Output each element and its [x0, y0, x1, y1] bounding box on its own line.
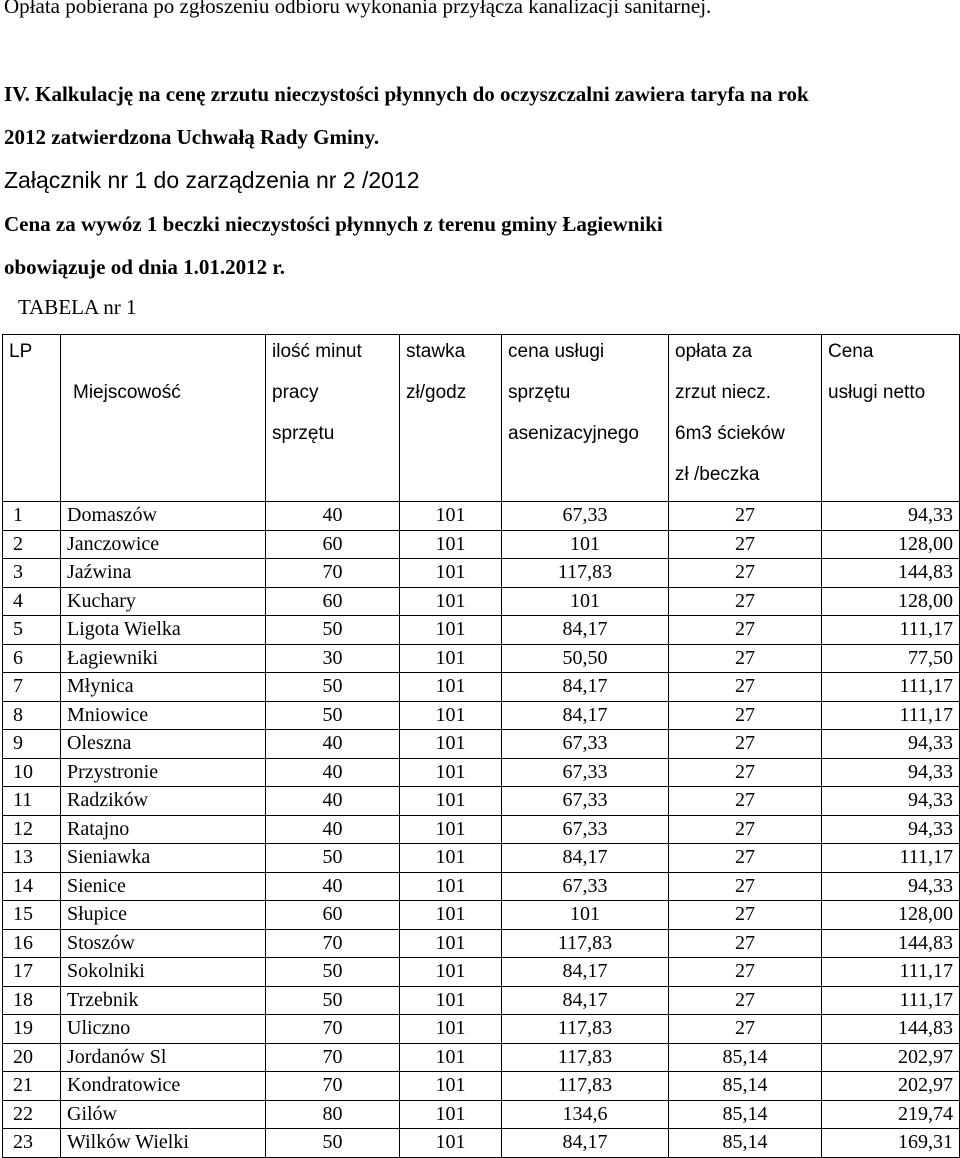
- cell-miejscowosc: Domaszów: [61, 502, 266, 531]
- cell-oplata: 27: [669, 730, 822, 759]
- cell-ilosc-minut: 50: [266, 958, 400, 987]
- header-ilosc-l1: ilość minut: [272, 341, 362, 362]
- table-row: [3, 673, 960, 702]
- cell-cena-uslugi: 67,33: [502, 502, 669, 531]
- cell-stawka: 101: [400, 1043, 502, 1072]
- cell-stawka: 101: [400, 1072, 502, 1101]
- table-row: [3, 502, 960, 531]
- cell-cena-uslugi: 117,83: [502, 929, 669, 958]
- cell-cena-netto: 111,17: [822, 844, 960, 873]
- header-miejscowosc: [61, 335, 266, 502]
- table-row: [3, 758, 960, 787]
- cell-cena-uslugi: 101: [502, 587, 669, 616]
- cell-lp: 3: [3, 559, 61, 588]
- cell-oplata: 27: [669, 787, 822, 816]
- cell-miejscowosc: Sienice: [61, 872, 266, 901]
- cell-lp: 21: [3, 1072, 61, 1101]
- cell-cena-uslugi: 101: [502, 901, 669, 930]
- cell-cena-netto: 94,33: [822, 758, 960, 787]
- cell-oplata: 27: [669, 958, 822, 987]
- cell-lp: 18: [3, 986, 61, 1015]
- cell-oplata: 27: [669, 502, 822, 531]
- cell-cena-netto: 94,33: [822, 730, 960, 759]
- cell-ilosc-minut: 30: [266, 644, 400, 673]
- cell-lp: 17: [3, 958, 61, 987]
- cell-ilosc-minut: 70: [266, 1043, 400, 1072]
- cell-miejscowosc: Słupice: [61, 901, 266, 930]
- cell-lp: 1: [3, 502, 61, 531]
- cell-stawka: 101: [400, 530, 502, 559]
- table-header-row: [3, 335, 960, 502]
- header-cena-l2: usługi netto: [828, 382, 926, 403]
- cell-lp: 13: [3, 844, 61, 873]
- header-stawka-l2: zł/godz: [406, 382, 467, 403]
- table-row: [3, 986, 960, 1015]
- cell-cena-uslugi: 84,17: [502, 673, 669, 702]
- cell-miejscowosc: Przystronie: [61, 758, 266, 787]
- cell-cena-netto: 111,17: [822, 701, 960, 730]
- cell-cena-netto: 111,17: [822, 958, 960, 987]
- cell-oplata: 27: [669, 644, 822, 673]
- cell-oplata: 27: [669, 901, 822, 930]
- cell-stawka: 101: [400, 758, 502, 787]
- cell-lp: 14: [3, 872, 61, 901]
- cell-stawka: 101: [400, 1100, 502, 1129]
- cell-stawka: 101: [400, 1015, 502, 1044]
- table-row: [3, 872, 960, 901]
- cell-cena-netto: 94,33: [822, 502, 960, 531]
- cell-stawka: 101: [400, 559, 502, 588]
- cell-cena-uslugi: 84,17: [502, 844, 669, 873]
- table-row: [3, 1072, 960, 1101]
- cell-stawka: 101: [400, 673, 502, 702]
- cell-lp: 8: [3, 701, 61, 730]
- cell-miejscowosc: Młynica: [61, 673, 266, 702]
- header-cena-uslugi-l2: sprzętu: [508, 382, 571, 403]
- header-unit: zł /beczka: [675, 464, 760, 485]
- cell-lp: 20: [3, 1043, 61, 1072]
- cell-oplata: 27: [669, 530, 822, 559]
- cell-stawka: 101: [400, 1129, 502, 1158]
- cell-stawka: 101: [400, 502, 502, 531]
- cell-oplata: 27: [669, 701, 822, 730]
- table-row: [3, 644, 960, 673]
- cell-cena-netto: 128,00: [822, 530, 960, 559]
- cell-cena-uslugi: 84,17: [502, 616, 669, 645]
- table-row: [3, 901, 960, 930]
- cell-cena-netto: 111,17: [822, 986, 960, 1015]
- cell-cena-netto: 94,33: [822, 872, 960, 901]
- cell-cena-uslugi: 67,33: [502, 815, 669, 844]
- cell-lp: 2: [3, 530, 61, 559]
- cell-oplata: 85,14: [669, 1072, 822, 1101]
- cell-ilosc-minut: 50: [266, 673, 400, 702]
- cell-stawka: 101: [400, 616, 502, 645]
- cell-stawka: 101: [400, 986, 502, 1015]
- table-row: [3, 844, 960, 873]
- cell-stawka: 101: [400, 958, 502, 987]
- header-miejscowosc-label: Miejscowość: [73, 382, 181, 403]
- cell-cena-netto: 144,83: [822, 1015, 960, 1044]
- cell-miejscowosc: Wilków Wielki: [61, 1129, 266, 1158]
- table-row: [3, 929, 960, 958]
- cell-cena-uslugi: 84,17: [502, 986, 669, 1015]
- cell-ilosc-minut: 40: [266, 815, 400, 844]
- cell-stawka: 101: [400, 701, 502, 730]
- cell-stawka: 101: [400, 844, 502, 873]
- cell-cena-uslugi: 67,33: [502, 730, 669, 759]
- cell-ilosc-minut: 50: [266, 1129, 400, 1158]
- header-ilosc-l3: sprzętu: [272, 423, 335, 444]
- table-row: [3, 1043, 960, 1072]
- table-row: [3, 530, 960, 559]
- cell-cena-uslugi: 67,33: [502, 758, 669, 787]
- cell-ilosc-minut: 60: [266, 530, 400, 559]
- header-cena-uslugi-l3: asenizacyjnego: [508, 423, 639, 444]
- header-stawka: [400, 335, 502, 502]
- cell-cena-uslugi: 84,17: [502, 1129, 669, 1158]
- cell-ilosc-minut: 50: [266, 844, 400, 873]
- cell-ilosc-minut: 60: [266, 587, 400, 616]
- cell-cena-netto: 169,31: [822, 1129, 960, 1158]
- cell-miejscowosc: Stoszów: [61, 929, 266, 958]
- cell-oplata: 27: [669, 815, 822, 844]
- doc-effective-date: obowiązuje od dnia 1.01.2012 r.: [4, 255, 286, 279]
- cell-ilosc-minut: 40: [266, 872, 400, 901]
- cell-oplata: 27: [669, 616, 822, 645]
- cell-cena-uslugi: 117,83: [502, 1072, 669, 1101]
- cell-miejscowosc: Janczowice: [61, 530, 266, 559]
- cell-lp: 6: [3, 644, 61, 673]
- header-oplata: [669, 335, 822, 502]
- doc-section-iv-cont: 2012 zatwierdzona Uchwałą Rady Gminy.: [4, 125, 380, 149]
- cell-ilosc-minut: 40: [266, 730, 400, 759]
- cell-oplata: 27: [669, 929, 822, 958]
- cell-lp: 5: [3, 616, 61, 645]
- cell-miejscowosc: Kuchary: [61, 587, 266, 616]
- table-row: [3, 1129, 960, 1158]
- header-oplata-l1: opłata za: [675, 341, 753, 362]
- header-lp: [3, 335, 61, 502]
- cell-miejscowosc: Sieniawka: [61, 844, 266, 873]
- header-ilosc-l2: pracy: [272, 382, 319, 403]
- cell-cena-netto: 77,50: [822, 644, 960, 673]
- cell-miejscowosc: Oleszna: [61, 730, 266, 759]
- cell-cena-netto: 144,83: [822, 559, 960, 588]
- cell-stawka: 101: [400, 787, 502, 816]
- cell-miejscowosc: Ratajno: [61, 815, 266, 844]
- header-oplata-l2: zrzut niecz.: [675, 382, 772, 403]
- cell-oplata: 27: [669, 559, 822, 588]
- table-row: [3, 815, 960, 844]
- cell-lp: 19: [3, 1015, 61, 1044]
- cell-lp: 7: [3, 673, 61, 702]
- cell-lp: 15: [3, 901, 61, 930]
- price-table: [2, 334, 960, 1158]
- cell-cena-uslugi: 134,6: [502, 1100, 669, 1129]
- doc-section-iv: IV. Kalkulację na cenę zrzutu nieczystości płynnych do oczyszczalni zawiera taryfa na rok: [4, 82, 809, 106]
- doc-line-fee-note: Opłata pobierana po zgłoszeniu odbioru wykonania przyłącza kanalizacji sanitarnej.: [4, 0, 712, 18]
- cell-stawka: 101: [400, 901, 502, 930]
- header-lp-label: LP: [9, 341, 33, 362]
- table-row: [3, 701, 960, 730]
- header-oplata-l3: 6m3 ścieków: [675, 423, 785, 444]
- doc-price-title: Cena za wywóz 1 beczki nieczystości płynnych z terenu gminy Łagiewniki: [4, 212, 663, 236]
- cell-oplata: 85,14: [669, 1043, 822, 1072]
- cell-ilosc-minut: 50: [266, 616, 400, 645]
- cell-miejscowosc: Jaźwina: [61, 559, 266, 588]
- header-cena-uslugi-l1: cena usługi: [508, 341, 605, 362]
- cell-miejscowosc: Sokolniki: [61, 958, 266, 987]
- cell-miejscowosc: Ligota Wielka: [61, 616, 266, 645]
- cell-miejscowosc: Radzików: [61, 787, 266, 816]
- cell-cena-netto: 94,33: [822, 815, 960, 844]
- cell-cena-uslugi: 117,83: [502, 559, 669, 588]
- cell-cena-uslugi: 117,83: [502, 1015, 669, 1044]
- cell-miejscowosc: Jordanów Sl: [61, 1043, 266, 1072]
- cell-cena-uslugi: 67,33: [502, 872, 669, 901]
- header-cena-l1: Cena: [828, 341, 874, 362]
- cell-oplata: 27: [669, 673, 822, 702]
- cell-cena-netto: 144,83: [822, 929, 960, 958]
- doc-attachment-title: Załącznik nr 1 do zarządzenia nr 2 /2012: [4, 167, 420, 193]
- table-row: [3, 1100, 960, 1129]
- table-caption: TABELA nr 1: [18, 295, 137, 319]
- cell-lp: 16: [3, 929, 61, 958]
- table-row: [3, 787, 960, 816]
- cell-lp: 11: [3, 787, 61, 816]
- cell-cena-netto: 202,97: [822, 1072, 960, 1101]
- header-cena-uslugi: [502, 335, 669, 502]
- cell-ilosc-minut: 70: [266, 929, 400, 958]
- cell-stawka: 101: [400, 929, 502, 958]
- cell-miejscowosc: Trzebnik: [61, 986, 266, 1015]
- cell-cena-netto: 128,00: [822, 901, 960, 930]
- cell-cena-uslugi: 84,17: [502, 958, 669, 987]
- cell-oplata: 27: [669, 758, 822, 787]
- cell-miejscowosc: Łagiewniki: [61, 644, 266, 673]
- table-row: [3, 559, 960, 588]
- cell-miejscowosc: Gilów: [61, 1100, 266, 1129]
- header-cena: [822, 335, 960, 502]
- table-body: [3, 502, 960, 1158]
- cell-cena-netto: 128,00: [822, 587, 960, 616]
- cell-cena-uslugi: 50,50: [502, 644, 669, 673]
- cell-cena-uslugi: 84,17: [502, 701, 669, 730]
- cell-ilosc-minut: 50: [266, 986, 400, 1015]
- cell-oplata: 27: [669, 986, 822, 1015]
- cell-miejscowosc: Mniowice: [61, 701, 266, 730]
- cell-lp: 10: [3, 758, 61, 787]
- cell-miejscowosc: Uliczno: [61, 1015, 266, 1044]
- cell-ilosc-minut: 40: [266, 758, 400, 787]
- cell-oplata: 27: [669, 872, 822, 901]
- cell-cena-netto: 111,17: [822, 673, 960, 702]
- cell-oplata: 27: [669, 1015, 822, 1044]
- cell-stawka: 101: [400, 872, 502, 901]
- cell-cena-uslugi: 101: [502, 530, 669, 559]
- cell-ilosc-minut: 40: [266, 787, 400, 816]
- cell-lp: 22: [3, 1100, 61, 1129]
- cell-oplata: 85,14: [669, 1100, 822, 1129]
- cell-cena-uslugi: 67,33: [502, 787, 669, 816]
- cell-ilosc-minut: 70: [266, 559, 400, 588]
- table-row: [3, 1015, 960, 1044]
- cell-ilosc-minut: 60: [266, 901, 400, 930]
- cell-oplata: 27: [669, 844, 822, 873]
- cell-lp: 9: [3, 730, 61, 759]
- table-row: [3, 587, 960, 616]
- cell-lp: 12: [3, 815, 61, 844]
- cell-lp: 23: [3, 1129, 61, 1158]
- table-row: [3, 958, 960, 987]
- cell-ilosc-minut: 80: [266, 1100, 400, 1129]
- cell-cena-uslugi: 117,83: [502, 1043, 669, 1072]
- cell-ilosc-minut: 70: [266, 1015, 400, 1044]
- cell-cena-netto: 219,74: [822, 1100, 960, 1129]
- cell-oplata: 85,14: [669, 1129, 822, 1158]
- cell-ilosc-minut: 70: [266, 1072, 400, 1101]
- cell-cena-netto: 202,97: [822, 1043, 960, 1072]
- cell-stawka: 101: [400, 815, 502, 844]
- cell-stawka: 101: [400, 644, 502, 673]
- table-row: [3, 730, 960, 759]
- cell-cena-netto: 111,17: [822, 616, 960, 645]
- cell-stawka: 101: [400, 730, 502, 759]
- cell-cena-netto: 94,33: [822, 787, 960, 816]
- cell-miejscowosc: Kondratowice: [61, 1072, 266, 1101]
- header-stawka-l1: stawka: [406, 341, 466, 362]
- cell-lp: 4: [3, 587, 61, 616]
- cell-oplata: 27: [669, 587, 822, 616]
- table-row: [3, 616, 960, 645]
- cell-stawka: 101: [400, 587, 502, 616]
- header-ilosc: [266, 335, 400, 502]
- cell-ilosc-minut: 40: [266, 502, 400, 531]
- cell-ilosc-minut: 50: [266, 701, 400, 730]
